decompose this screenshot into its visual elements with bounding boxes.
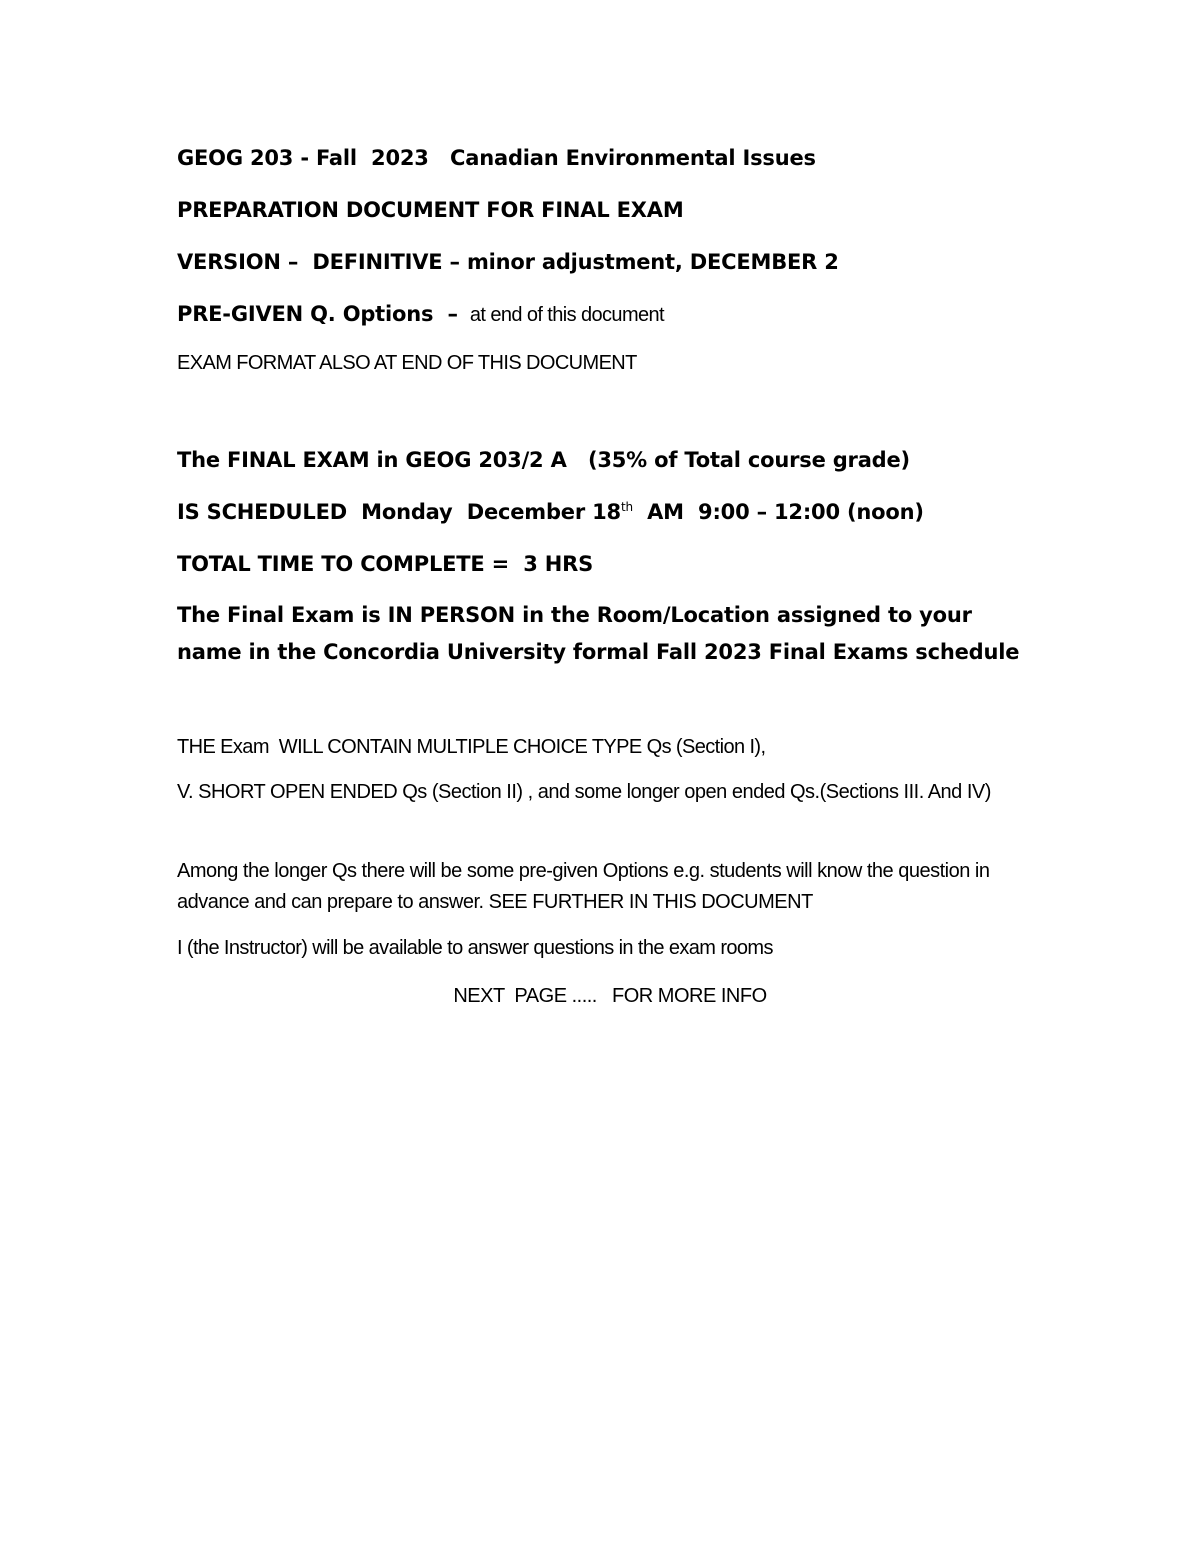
version-line: VERSION – DEFINITIVE – minor adjustment, DECEMBER 2 bbox=[177, 250, 839, 274]
course-title-line: GEOG 203 - Fall 2023 Canadian Environmental Issues bbox=[177, 146, 816, 170]
date-ordinal-suffix: th bbox=[620, 500, 633, 514]
scheduled-line bbox=[177, 502, 924, 523]
exam-format-line: EXAM FORMAT ALSO AT END OF THIS DOCUMENT bbox=[177, 352, 637, 374]
pregiven-options-label: PRE-GIVEN Q. Options – bbox=[177, 302, 465, 326]
longer-questions-paragraph: Among the longer Qs there will be some pre-given Options e.g. students will know the question in advance and can prepare to answer. SEE FURTHER IN THIS DOCUMENT bbox=[177, 860, 990, 913]
document-title: PREPARATION DOCUMENT FOR FINAL EXAM bbox=[177, 198, 684, 222]
scheduled-time: AM 9:00 – 12:00 (noon) bbox=[632, 500, 924, 524]
final-exam-line: The FINAL EXAM in GEOG 203/2 A (35% of Total course grade) bbox=[177, 448, 910, 472]
short-open-ended-paragraph: V. SHORT OPEN ENDED Qs (Section II) , and some longer open ended Qs.(Sections III. And IV) bbox=[177, 781, 991, 803]
scheduled-date: IS SCHEDULED Monday December 18 bbox=[177, 500, 621, 524]
pregiven-options-line bbox=[177, 304, 664, 325]
instructor-availability-line: I (the Instructor) will be available to answer questions in the exam rooms bbox=[177, 937, 773, 959]
pregiven-options-note: at end of this document bbox=[464, 304, 665, 326]
next-page-note: NEXT PAGE ..... FOR MORE INFO bbox=[453, 985, 767, 1007]
in-person-paragraph: The Final Exam is IN PERSON in the Room/Location assigned to your name in the Concordia University formal Fall 2023 Final Exams schedule bbox=[177, 603, 1020, 664]
exam-contents-line: THE Exam WILL CONTAIN MULTIPLE CHOICE TYPE Qs (Section I), bbox=[177, 736, 766, 758]
total-time-line: TOTAL TIME TO COMPLETE = 3 HRS bbox=[177, 552, 594, 576]
